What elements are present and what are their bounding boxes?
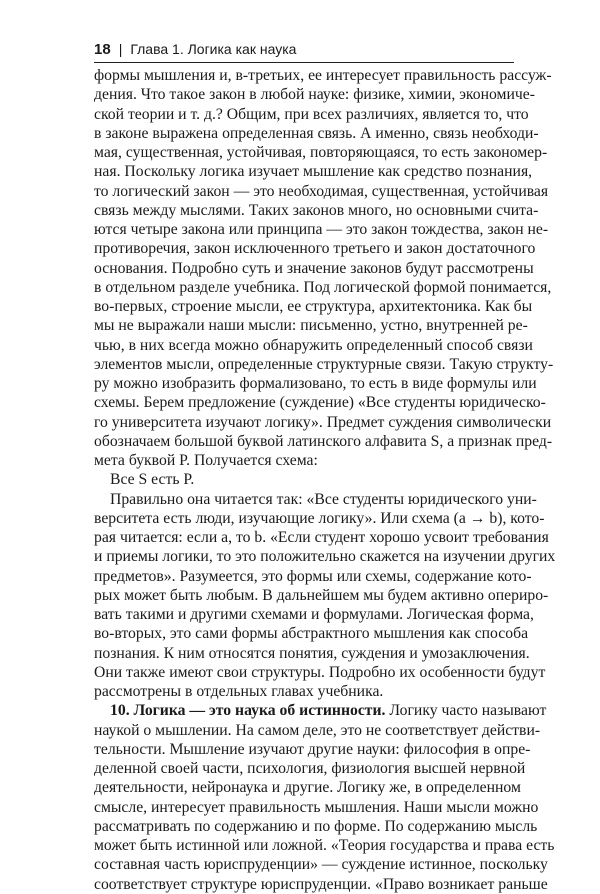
text-line: смысле, интересует правильность мышления. Наши мысли можно [94,798,539,816]
text-line: мы не выражали наши мысли: письменно, устно, внутренней ре- [94,317,528,335]
text-line: элементов мысли, определенные структурные связи. Такую структу- [94,355,554,373]
text-line: верситета есть люди, изучающие логику». Или схема (a → b), кото- [94,509,545,527]
page-number: 18 [94,40,111,58]
text-line: ная. Поскольку логика изучает мышление как средство познания, [94,163,533,181]
text-line: предметов». Разумеется, это формы или схемы, содержание кото- [94,567,532,585]
text-line: Правильно она читается так: «Все студенты юридического уни- [110,490,537,508]
text-line: соответствует структуре юриспруденции. «Право возникает раньше [94,875,548,893]
text-line: рассматривать по содержанию и по форме. По содержанию мысль [94,817,538,835]
text-line: наукой о мышлении. На самом деле, это не соответствует действи- [94,721,541,739]
section-heading: 10. Логика — это наука об истинности. [110,702,386,720]
text-line: чью, в них всегда можно обнаружить определенный способ связи [94,336,533,354]
text-line: в отдельном разделе учебника. Под логической формой понимается, [94,278,552,296]
text-line: познания. К ним относятся понятия, суждения и умозаключения. [94,644,530,662]
text-line: го университета изучают логику». Предмет суждения символически [94,413,552,431]
text-line: в законе выражена определенная связь. А именно, связь необходи- [94,124,539,142]
text-line: Логику часто называют [389,702,547,720]
running-header [94,36,514,63]
text-line: ру можно изобразить формализовано, то есть в виде формулы или [94,375,537,392]
text-line: рая читается: если a, то b. «Если студент хорошо усвоит требования [94,529,549,546]
chapter-title: Глава 1. Логика как наука [130,41,297,57]
text-line: составная часть юриспруденции» — суждение истинное, поскольку [94,856,548,874]
text-line: обозначаем большой буквой латинского алфавита S, а признак пред- [94,432,553,450]
text-line: во-первых, строение мысли, ее структура, архитектоника. Как бы [94,298,533,315]
text-line: дения. Что такое закон в любой науке: физике, химии, экономиче- [94,86,535,104]
text-line: ской теории и т. д.? Общим, при всех различиях, является то, что [94,105,529,123]
text-line: противоречия, закон исключенного третьего и закон достаточного [94,240,536,258]
text-line: ются четыре закона или принципа — это закон тождества, закон не- [94,221,549,238]
text-line: вать такими и другими схемами и формулами. Логическая форма, [94,606,534,623]
header-separator: | [118,41,123,57]
text-line: во-вторых, это сами формы абстрактного мышления как способа [94,625,529,643]
text-line: тельности. Мышление изучают другие науки: философия в опре- [94,740,531,758]
text-line: рассмотрены в отдельных главах учебника. [94,683,384,700]
text-line: мая, существенная, устойчивая, повторяющаяся, то есть закономер- [94,144,548,161]
text-line: и приемы логики, то это положительно скажется на изучении других [94,548,556,566]
schema-formula: Все S есть P. [110,471,195,489]
text-line: то логический закон — это необходимая, существенная, устойчивая [94,182,549,200]
text-line: мета буквой P. Получается схема: [94,452,318,469]
body-text [94,66,556,894]
text-line: Они также имеют свои структуры. Подробно их особенности будут [94,663,546,681]
section-heading-line [94,701,547,720]
text-line: деятельности, нейронаука и другие. Логику же, в определенном [94,779,521,797]
text-line: формы мышления и, в-третьих, ее интересует правильность рассуж- [94,67,552,84]
text-line: основания. Подробно суть и значение законов будут рассмотрены [94,259,534,277]
text-line: деленной своей части, психология, физиология высшей нервной [94,760,526,777]
text-line: рых может быть любым. В дальнейшем мы будем активно опериро- [94,586,549,604]
text-line: может быть истинной или ложной. «Теория государства и права есть [94,837,555,854]
text-line: схемы. Берем предложение (суждение) «Все студенты юридическо- [94,394,546,412]
text-line: связь между мыслями. Таких законов много, но основными счита- [94,201,539,219]
